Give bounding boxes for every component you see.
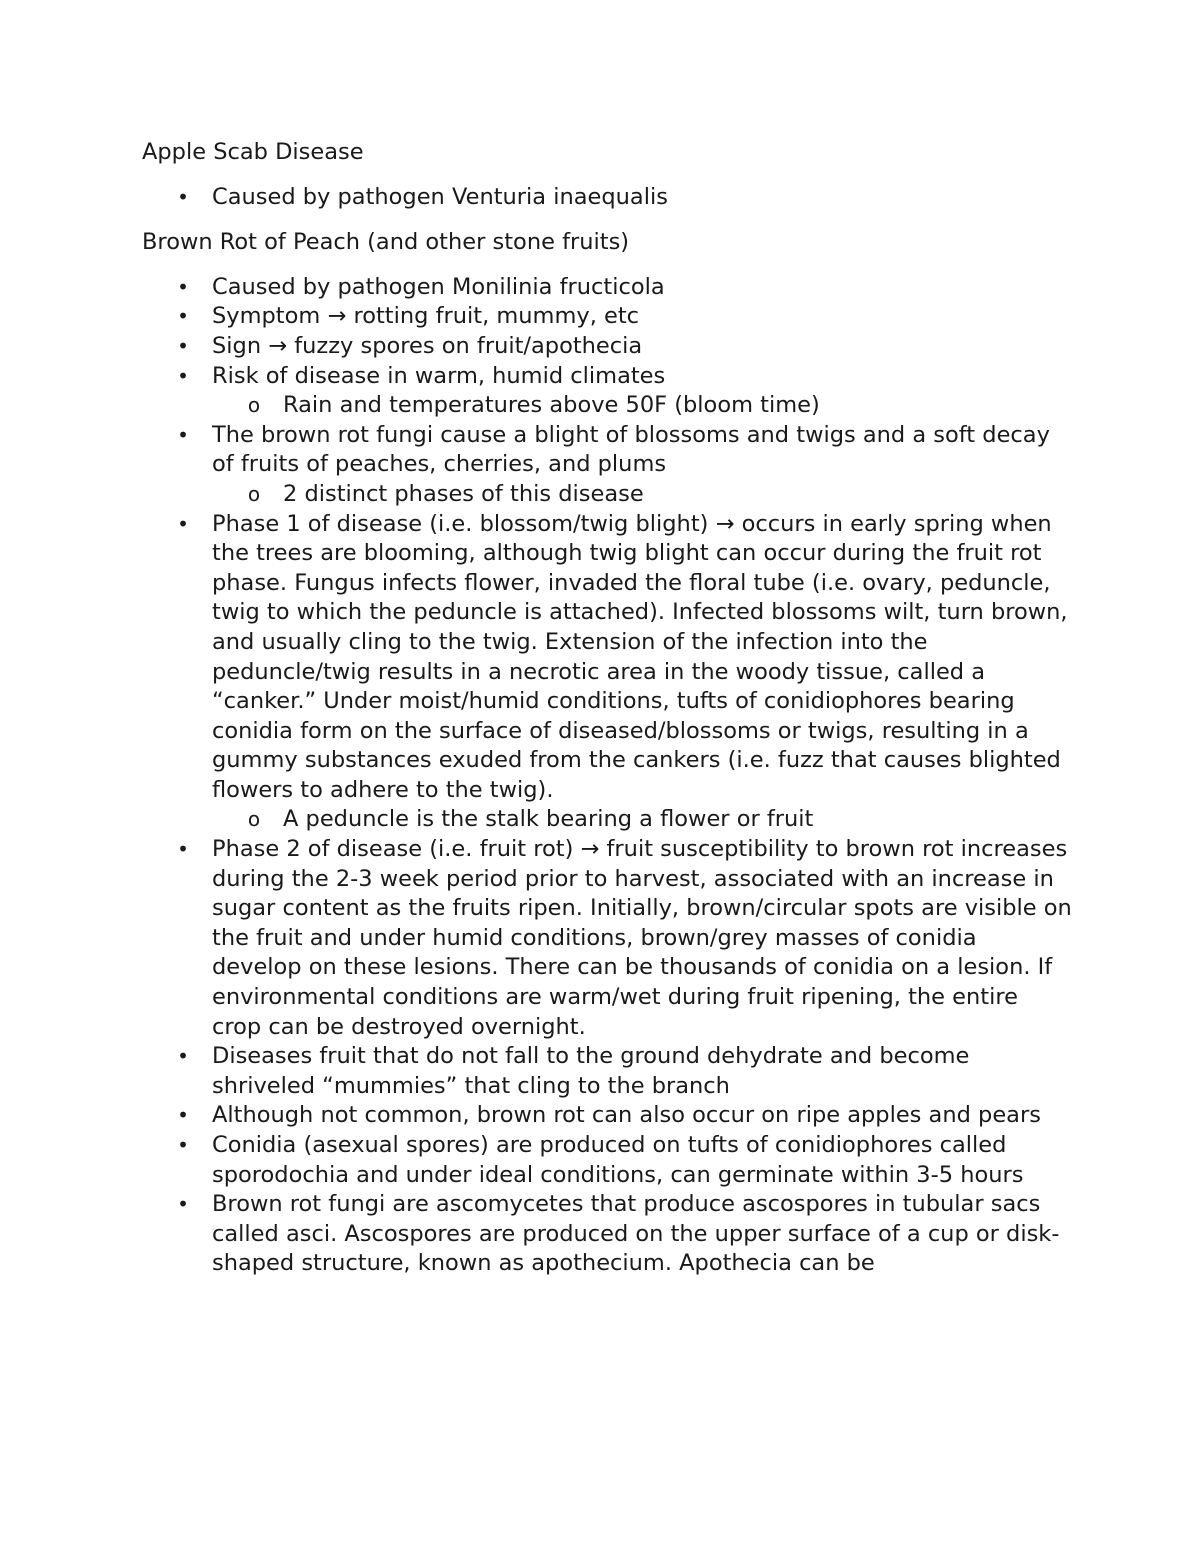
- list-item-text: Caused by pathogen Venturia inaequalis: [212, 183, 668, 210]
- bullet-icon: •: [177, 184, 189, 209]
- sub-list-item-text: A peduncle is the stalk bearing a flower or fruit: [283, 806, 814, 833]
- sub-bullet-icon: o: [247, 807, 261, 832]
- bullet-icon: •: [177, 511, 189, 536]
- bullet-icon: •: [177, 422, 189, 447]
- list-item-text: Diseases fruit that do not fall to the ground dehydrate and become shriveled “mummies” that cling to the branch: [212, 1043, 970, 1099]
- list-item: [142, 362, 1072, 392]
- list-item: [142, 835, 1072, 1042]
- list-item-text: Caused by pathogen Monilinia fructicola: [212, 273, 665, 300]
- sub-list-item: [142, 391, 1072, 421]
- list-item-text: Sign → fuzzy spores on fruit/apothecia: [212, 332, 643, 359]
- list-item-text: The brown rot fungi cause a blight of blossoms and twigs and a soft decay of fruits of peaches, cherries, and plums: [212, 421, 1050, 478]
- sub-bullet-icon: o: [247, 481, 261, 506]
- list-item-text: Conidia (asexual spores) are produced on tufts of conidiophores called sporodochia and under ideal conditions, can germinate within 3-5 hours: [212, 1132, 1024, 1188]
- list-item: [142, 1131, 1072, 1190]
- sub-list-item-text: Rain and temperatures above 50F (bloom time): [283, 392, 820, 419]
- heading-brown-rot: Brown Rot of Peach (and other stone fruits): [142, 229, 630, 256]
- bullet-icon: •: [177, 837, 189, 862]
- bullet-icon: •: [177, 333, 189, 358]
- apple-scab-list: [142, 183, 1072, 213]
- list-item-text: Although not common, brown rot can also occur on ripe apples and pears: [212, 1102, 1041, 1129]
- sub-bullet-icon: o: [247, 393, 261, 418]
- list-item-text: Risk of disease in warm, humid climates: [212, 362, 666, 389]
- bullet-icon: •: [177, 363, 189, 388]
- bullet-icon: •: [177, 1103, 189, 1128]
- list-item-text: Brown rot fungi are ascomycetes that produce ascospores in tubular sacs called asci. Ascospores are produced on the upper surface of a cup or disk-shaped structure, known as apothecium. Apothecia can be: [212, 1191, 1060, 1277]
- list-item-text: Phase 1 of disease (i.e. blossom/twig blight) → occurs in early spring when the trees are blooming, although twig blight can occur during the fruit rot phase. Fungus infects flower, invaded the floral tube (i.e. ovary, peduncle, twig to which the peduncle is attached). Infected blossoms wilt, turn brown, and usually cling to the twig. Extension of the infection into the peduncle/twig results in a necrotic area in the woody tissue, called a “canker.” Under moist/humid conditions, tufts of conidiophores bearing conidia form on the surface of diseased/blossoms or twigs, resulting in a gummy substances exuded from the cankers (i.e. fuzz that causes blighted flowers to adhere to the twig).: [212, 510, 1068, 803]
- list-item-text: Phase 2 of disease (i.e. fruit rot) → fruit susceptibility to brown rot increases during the 2-3 week period prior to harvest, associated with an increase in sugar content as the fruits ripen. Initially, brown/circular spots are visible on the fruit and under humid conditions, brown/grey masses of conidia develop on these lesions. There can be thousands of conidia on a lesion. If environmental conditions are warm/wet during fruit ripening, the entire crop can be destroyed overnight.: [212, 836, 1072, 1040]
- bullet-icon: •: [177, 274, 189, 299]
- brown-rot-list: [142, 273, 1072, 1279]
- bullet-icon: •: [177, 1133, 189, 1157]
- list-item: [142, 183, 1072, 213]
- list-item: [142, 302, 1072, 332]
- list-item: [142, 510, 1072, 806]
- sub-list-item: [142, 805, 1072, 835]
- list-item: [142, 1101, 1072, 1131]
- list-item: [142, 1190, 1072, 1279]
- list-item: [142, 273, 1072, 303]
- document-page: [142, 138, 1072, 1279]
- heading-apple-scab: Apple Scab Disease: [142, 139, 364, 165]
- list-item: [142, 332, 1072, 362]
- list-item-text: Symptom → rotting fruit, mummy, etc: [212, 303, 640, 330]
- list-item: [142, 1042, 1072, 1101]
- bullet-icon: •: [177, 1044, 189, 1069]
- list-item: [142, 421, 1072, 480]
- sub-list-item-text: 2 distinct phases of this disease: [283, 480, 644, 507]
- bullet-icon: •: [177, 1192, 189, 1217]
- sub-list-item: [142, 480, 1072, 510]
- bullet-icon: •: [177, 304, 189, 329]
